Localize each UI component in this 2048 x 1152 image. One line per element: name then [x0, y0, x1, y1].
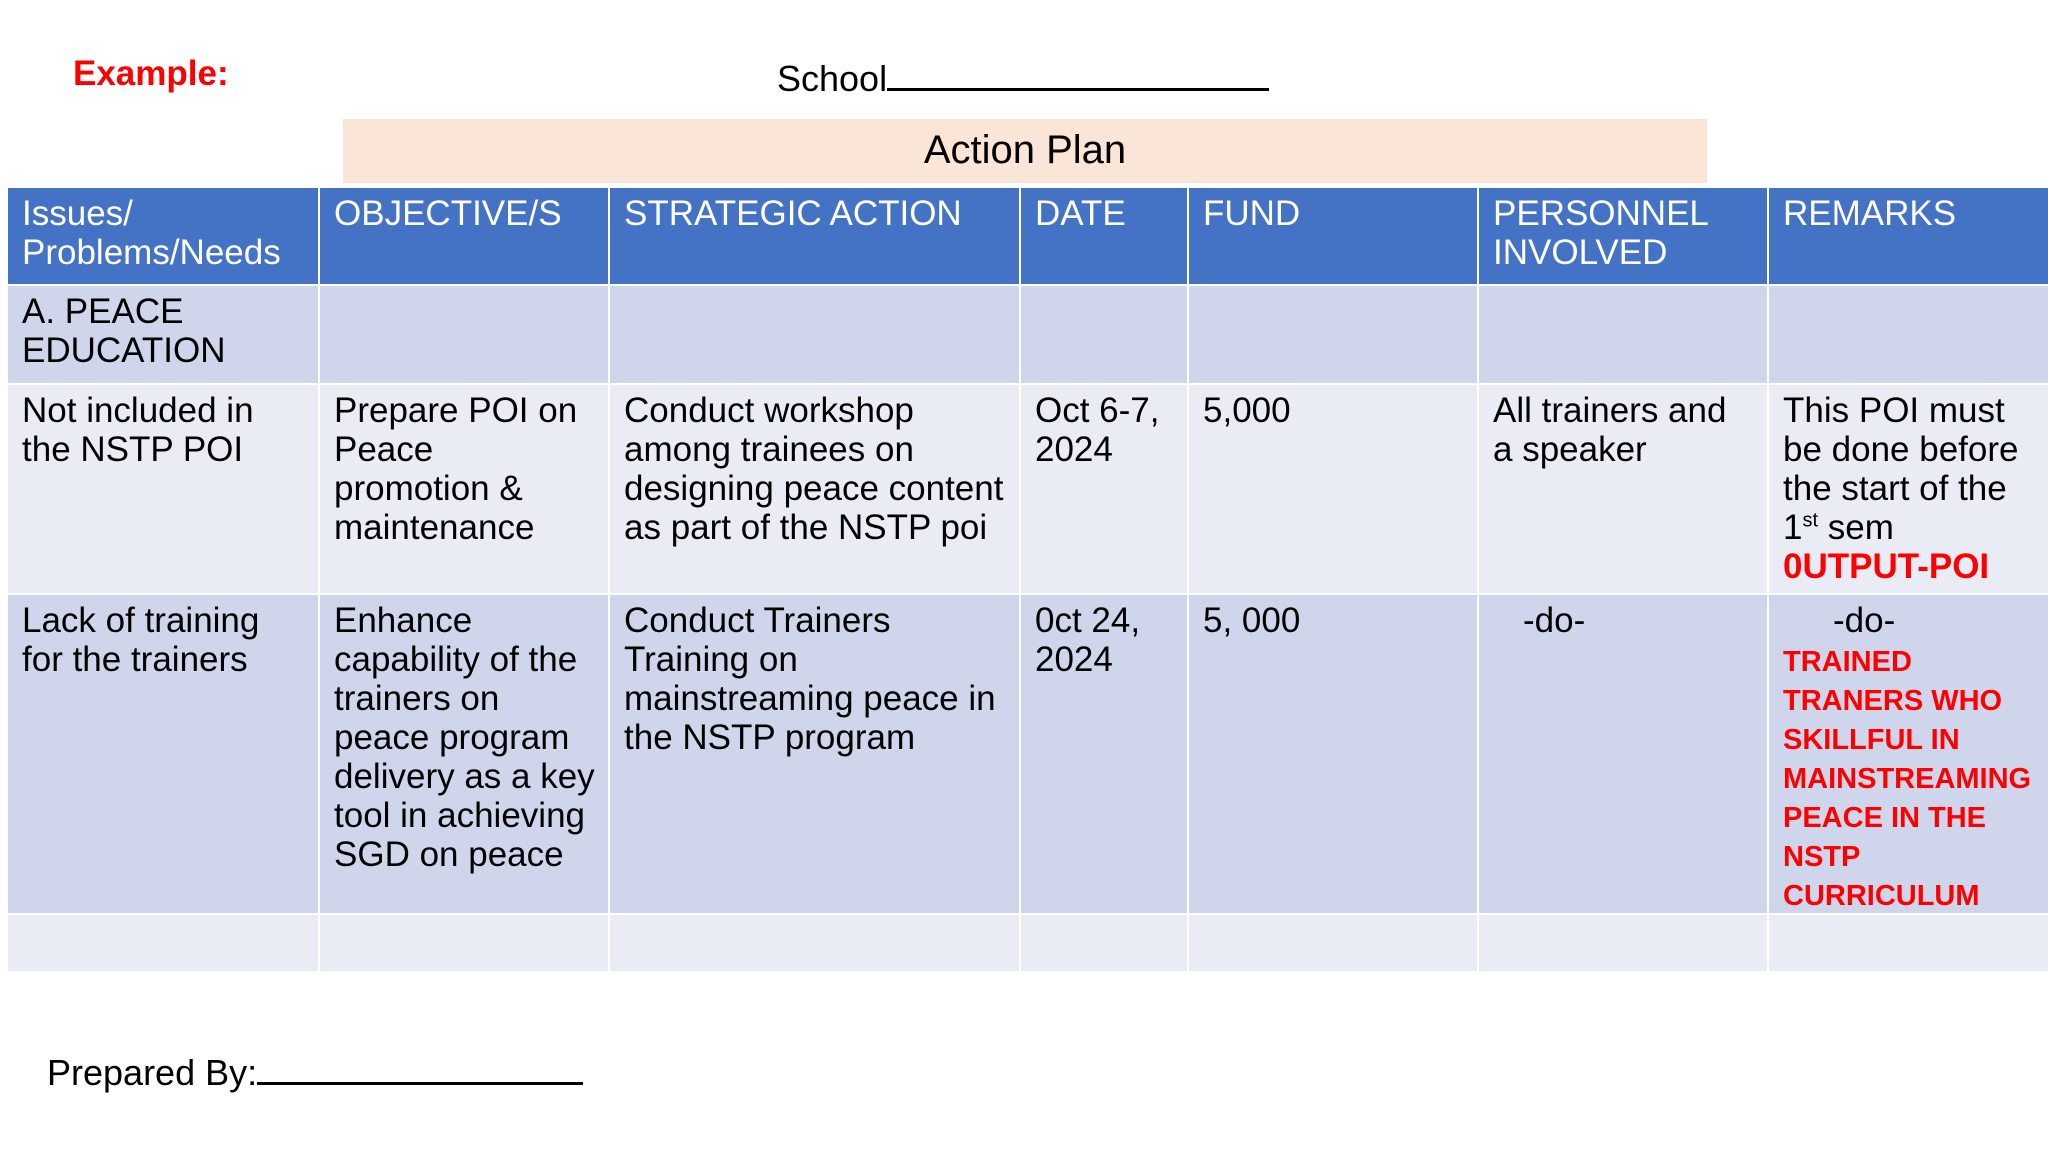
col-header-strategic-action: STRATEGIC ACTION [609, 187, 1020, 285]
table-cell [1188, 285, 1478, 384]
example-label: Example: [73, 54, 229, 93]
col-header-issues: Issues/ Problems/Needs [7, 187, 319, 285]
cell-date: Oct 6-7, 2024 [1020, 384, 1188, 594]
table-cell [609, 285, 1020, 384]
cell-remarks [1768, 384, 2048, 594]
col-header-date: DATE [1020, 187, 1188, 285]
col-header-objectives: OBJECTIVE/S [319, 187, 609, 285]
table-cell [1478, 914, 1768, 972]
personnel-text: -do- [1523, 601, 1586, 640]
cell-issue: Lack of training for the trainers [7, 594, 319, 914]
table-row [7, 384, 2048, 594]
cell-date: 0ct 24, 2024 [1020, 594, 1188, 914]
table-cell [1768, 285, 2048, 384]
col-header-remarks: REMARKS [1768, 187, 2048, 285]
table-cell [1478, 285, 1768, 384]
school-line [777, 52, 1269, 101]
remarks-superscript: st [1802, 509, 1819, 532]
table-cell [1020, 914, 1188, 972]
cell-objective: Enhance capability of the trainers on peace program delivery as a key tool in achieving SGD on peace [319, 594, 609, 914]
table-row [7, 594, 2048, 914]
col-header-fund: FUND [1188, 187, 1478, 285]
cell-fund: 5,000 [1188, 384, 1478, 594]
table-cell [1020, 285, 1188, 384]
table-header-row [7, 187, 2048, 285]
prepared-by-line [47, 1046, 583, 1095]
remarks-text-end: sem [1818, 508, 1894, 547]
school-blank [887, 52, 1269, 91]
cell-personnel [1478, 594, 1768, 914]
cell-action: Conduct Trainers Training on mainstreaming peace in the NSTP program [609, 594, 1020, 914]
table-row-section [7, 285, 2048, 384]
table-cell [1188, 914, 1478, 972]
cell-action: Conduct workshop among trainees on designing peace content as part of the NSTP poi [609, 384, 1020, 594]
prepared-by-label: Prepared By: [47, 1052, 258, 1093]
remarks-output: 0UTPUT-POI [1783, 547, 1990, 586]
cell-issue: Not included in the NSTP POI [7, 384, 319, 594]
page-title: Action Plan [343, 119, 1707, 183]
prepared-by-blank [257, 1046, 583, 1085]
table-cell [319, 285, 609, 384]
cell-fund: 5, 000 [1188, 594, 1478, 914]
remarks-text: This POI must be done before the start of the 1 [1783, 391, 2019, 547]
action-plan-table [6, 186, 2048, 973]
table-cell [609, 914, 1020, 972]
col-header-personnel: PERSONNEL INVOLVED [1478, 187, 1768, 285]
table-cell [7, 914, 319, 972]
remarks-output: TRAINED TRANERS WHO SKILLFUL IN MAINSTREAMING PEACE IN THE NSTP CURRICULUM [1783, 646, 2032, 912]
table-cell [319, 914, 609, 972]
cell-objective: Prepare POI on Peace promotion & maintenance [319, 384, 609, 594]
cell-remarks [1768, 594, 2048, 914]
section-label: A. PEACE EDUCATION [7, 285, 319, 384]
table-cell [1768, 914, 2048, 972]
cell-personnel: All trainers and a speaker [1478, 384, 1768, 594]
table-row-empty [7, 914, 2048, 972]
remarks-text: -do- [1833, 601, 1896, 640]
school-label: School [777, 58, 888, 99]
